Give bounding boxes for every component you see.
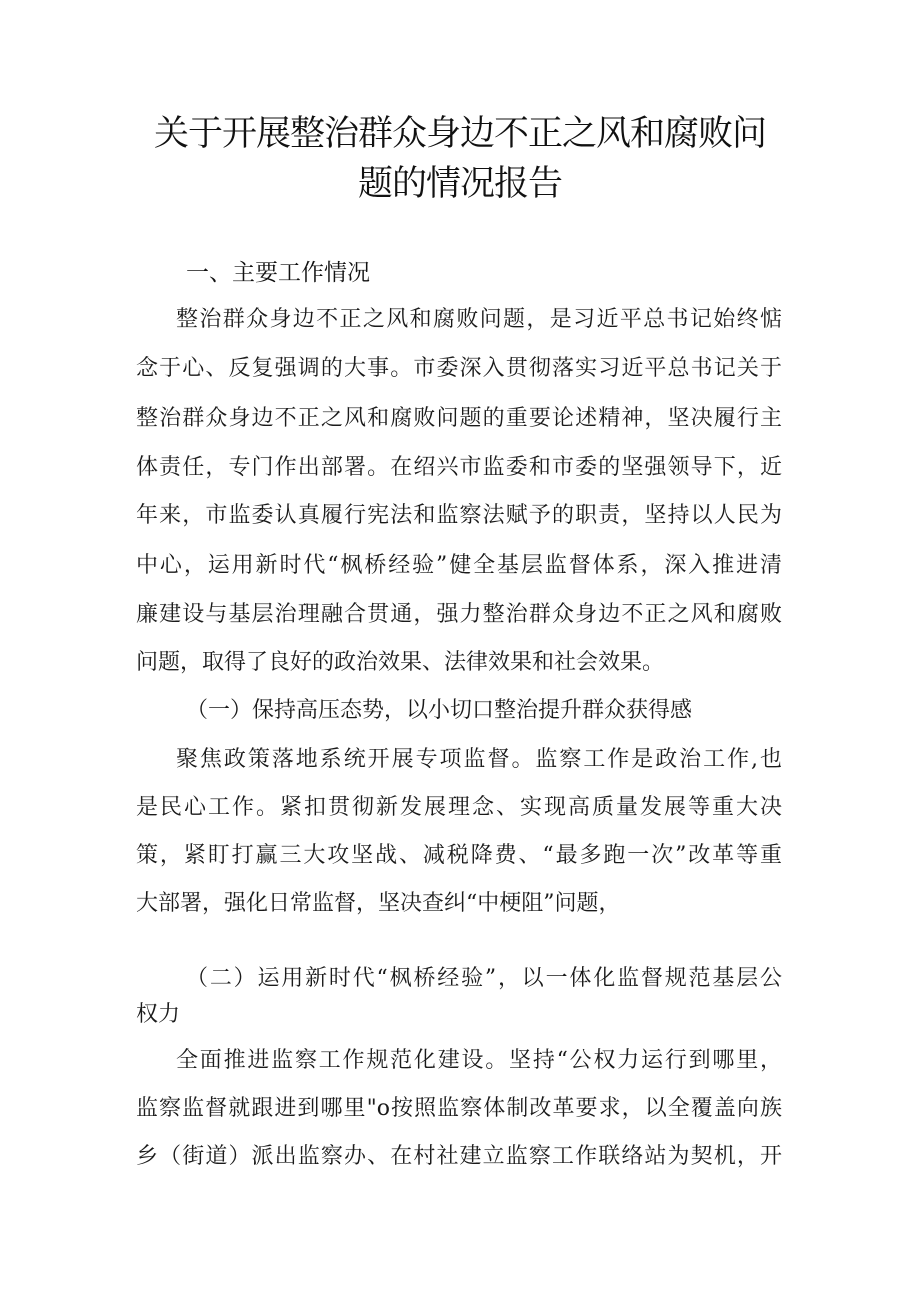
paragraph-1-line-3: 整治群众身边不正之风和腐败问题的重要论述精神，坚决履行主 (136, 406, 782, 431)
paragraph-1-line-8: 问题，取得了良好的政治效果、法律效果和社会效果。 (136, 650, 665, 675)
subheading-2-line-2: 权力 (136, 1002, 181, 1027)
paragraph-3-line-3: 乡（街道）派出监察办、在村社建立监察工作联络站为契机，开 (136, 1144, 782, 1169)
paragraph-3-line-2: 监察监督就跟进到哪里"o按照监察体制改革要求，以全覆盖向族 (136, 1096, 782, 1121)
paragraph-2-line-3: 策，紧盯打赢三大攻坚战、减税降费、“最多跑一次”改革等重 (136, 843, 782, 868)
paragraph-1-line-1: 整治群众身边不正之风和腐败问题，是习近平总书记始终惦 (176, 307, 782, 332)
paragraph-2-line-4: 大部署，强化日常监督，坚决查纠“中梗阻”问题， (136, 891, 621, 916)
section-heading-main-work: 一、主要工作情况 (186, 260, 370, 286)
subheading-1: （一）保持高压态势，以小切口整治提升群众获得感 (186, 698, 693, 723)
paragraph-2-line-1: 聚焦政策落地系统开展专项监督。监察工作是政治工作,也 (176, 747, 782, 772)
paragraph-3-line-1: 全面推进监察工作规范化建设。坚持“公权力运行到哪里， (176, 1048, 782, 1073)
paragraph-1-line-6: 中心，运用新时代“枫桥经验”健全基层监督体系，深入推进清 (136, 553, 782, 578)
document-title-line-1: 关于开展整治群众身边不正之风和腐败问 (153, 114, 766, 154)
document-title-line-2: 题的情况报告 (357, 164, 562, 204)
subheading-2-line-1: （二）运用新时代“枫桥经验”，以一体化监督规范基层公 (186, 966, 782, 991)
paragraph-1-line-7: 廉建设与基层治理融合贯通，强力整治群众身边不正之风和腐败 (136, 602, 782, 627)
paragraph-1-line-5: 年来，市监委认真履行宪法和监察法赋予的职责，坚持以人民为 (136, 503, 782, 528)
paragraph-1-line-2: 念于心、反复强调的大事。市委深入贯彻落实习近平总书记关于 (136, 356, 782, 381)
paragraph-2-line-2: 是民心工作。紧扣贯彻新发展理念、实现高质量发展等重大决 (136, 795, 782, 820)
paragraph-1-line-4: 体责任，专门作出部署。在绍兴市监委和市委的坚强领导下，近 (136, 455, 782, 480)
